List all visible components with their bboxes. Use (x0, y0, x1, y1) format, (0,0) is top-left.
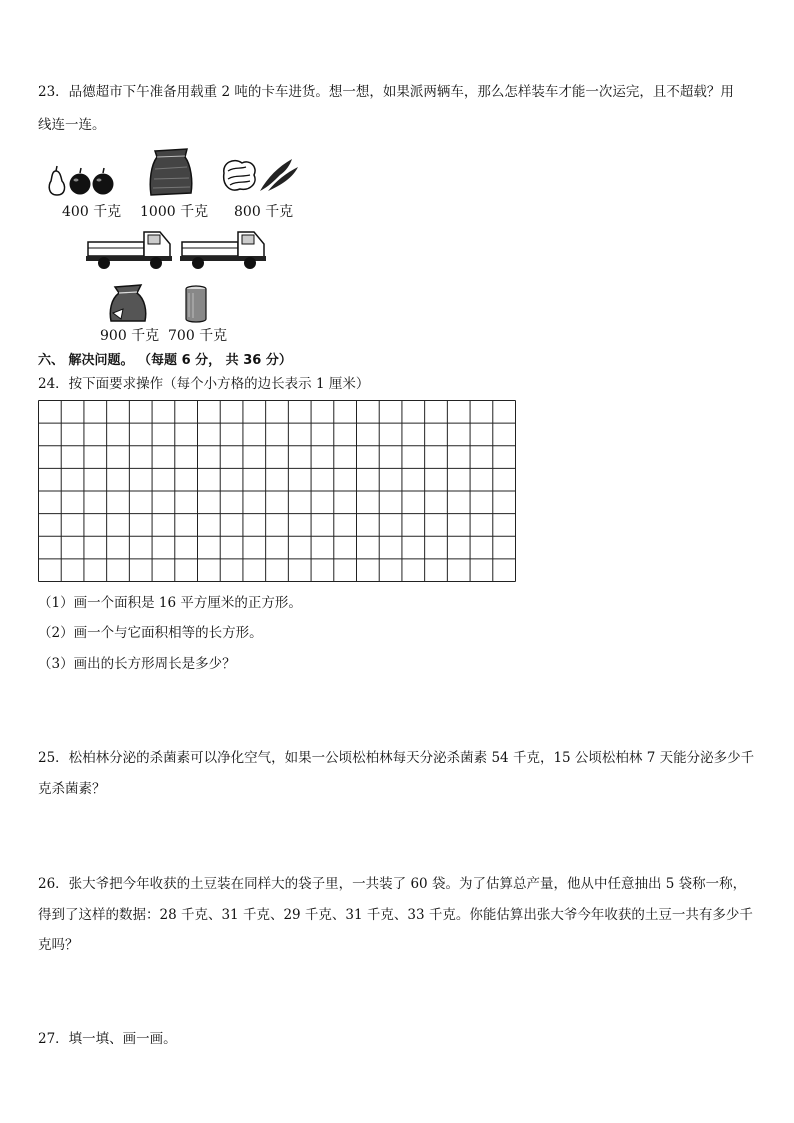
q26-line2: 得到了这样的数据：28 千克、31 千克、29 千克、31 千克、33 千克。你能估算出张大爷今年收获的土豆一共有多少千 (38, 907, 753, 923)
sack-icon (147, 147, 195, 197)
q23-line1: 23．品德超市下午准备用载重 2 吨的卡车进货。想一想，如果派两辆车，那么怎样装车才能一次运完，且不超载？用 (38, 84, 734, 100)
q24-intro: 24．按下面要求操作（每个小方格的边长表示 1 厘米） (38, 376, 370, 392)
bag-icon (107, 283, 149, 323)
label-800: 800 千克 (234, 204, 294, 220)
square-grid[interactable] (38, 400, 516, 582)
fruit-icon (46, 163, 118, 197)
q25-line1: 25．松柏林分泌的杀菌素可以净化空气，如果一公顷松柏林每天分泌杀菌素 54 千克，15 公顷松柏林 7 天能分泌多少千 (38, 750, 755, 766)
q24-step-1: （1）画一个面积是 16 平方厘米的正方形。 (38, 595, 302, 611)
label-900: 900 千克 (100, 328, 160, 344)
q24-step-2: （2）画一个与它面积相等的长方形。 (38, 625, 263, 641)
truck-icon (180, 226, 268, 270)
truck-icon (86, 226, 174, 270)
q25-line2: 克杀菌素？ (38, 781, 106, 797)
q24-step-3: （3）画出的长方形周长是多少？ (38, 656, 236, 672)
label-700: 700 千克 (168, 328, 228, 344)
vegetables-icon (220, 155, 300, 195)
barrel-icon (183, 285, 209, 323)
q26-line1: 26．张大爷把今年收获的土豆装在同样大的袋子里，一共装了 60 袋。为了估算总产量，他从中任意抽出 5 袋称一称， (38, 876, 747, 892)
q23-line2: 线连一连。 (38, 117, 106, 133)
section-heading: 六、 解决问题。 （每题 6 分， 共 36 分） (38, 353, 292, 368)
label-400: 400 千克 (62, 204, 122, 220)
q26-line3: 克吗？ (38, 937, 79, 953)
label-1000: 1000 千克 (140, 204, 209, 220)
q27-line1: 27．填一填、画一画。 (38, 1031, 177, 1047)
